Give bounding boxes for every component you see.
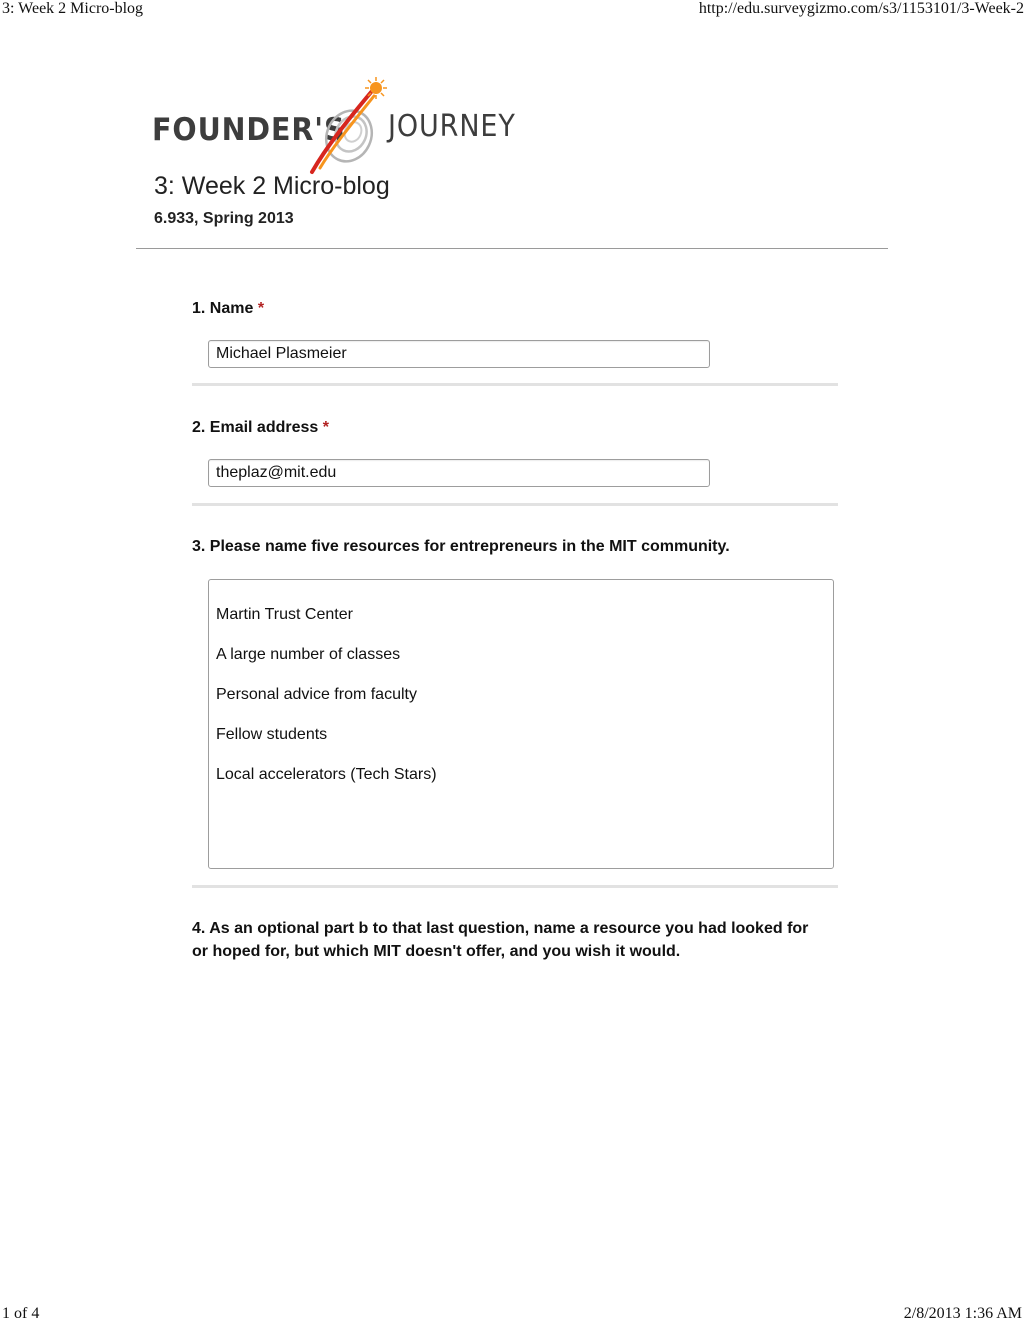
founders-journey-logo [152, 76, 522, 176]
resources-textarea[interactable] [208, 579, 834, 869]
logo-word-founders: FOUNDER'S [152, 112, 346, 148]
email-input[interactable]: theplaz@mit.edu [208, 459, 710, 487]
question-1-label [192, 297, 264, 320]
question-2-text: Email address [209, 419, 319, 436]
question-3-number: 3. [192, 538, 206, 555]
print-header-url: http://edu.surveygizmo.com/s3/1153101/3-Week-2 [698, 0, 1024, 17]
question-separator [192, 383, 838, 386]
question-2-label [192, 416, 329, 439]
question-separator [192, 503, 838, 506]
print-footer-timestamp: 2/8/2013 1:36 AM [903, 1305, 1022, 1322]
question-2-number: 2. [192, 419, 206, 436]
header-divider [136, 248, 888, 249]
question-1-text: Name [209, 300, 254, 317]
name-input[interactable]: Michael Plasmeier [208, 340, 710, 368]
required-marker: * [257, 300, 265, 317]
question-separator [192, 885, 838, 888]
swirl-rocket-icon [302, 76, 392, 176]
question-4-text-line1: As an optional part b to that last question, name a resource you had looked for [209, 920, 809, 937]
question-4-text-line2: or hoped for, but which MIT doesn't offer, and you wish it would. [192, 943, 681, 960]
question-4-label [192, 917, 808, 963]
print-footer-page-count: 1 of 4 [2, 1305, 40, 1322]
textarea-line: Martin Trust Center [216, 606, 353, 623]
question-3-text: Please name five resources for entrepreneurs in the MIT community. [209, 538, 730, 555]
textarea-line: A large number of classes [216, 646, 401, 663]
textarea-line: Fellow students [216, 726, 328, 743]
textarea-line: Personal advice from faculty [216, 686, 417, 703]
required-marker: * [322, 419, 329, 436]
textarea-line: Local accelerators (Tech Stars) [216, 766, 437, 783]
question-4-number: 4. [192, 920, 206, 937]
survey-subtitle: 6.933, Spring 2013 [154, 210, 294, 227]
logo-word-journey: JOURNEY [388, 109, 516, 144]
print-header-title: 3: Week 2 Micro-blog [2, 0, 144, 17]
survey-title: 3: Week 2 Micro-blog [154, 172, 390, 200]
question-3-label [192, 535, 730, 558]
question-1-number: 1. [192, 300, 206, 317]
